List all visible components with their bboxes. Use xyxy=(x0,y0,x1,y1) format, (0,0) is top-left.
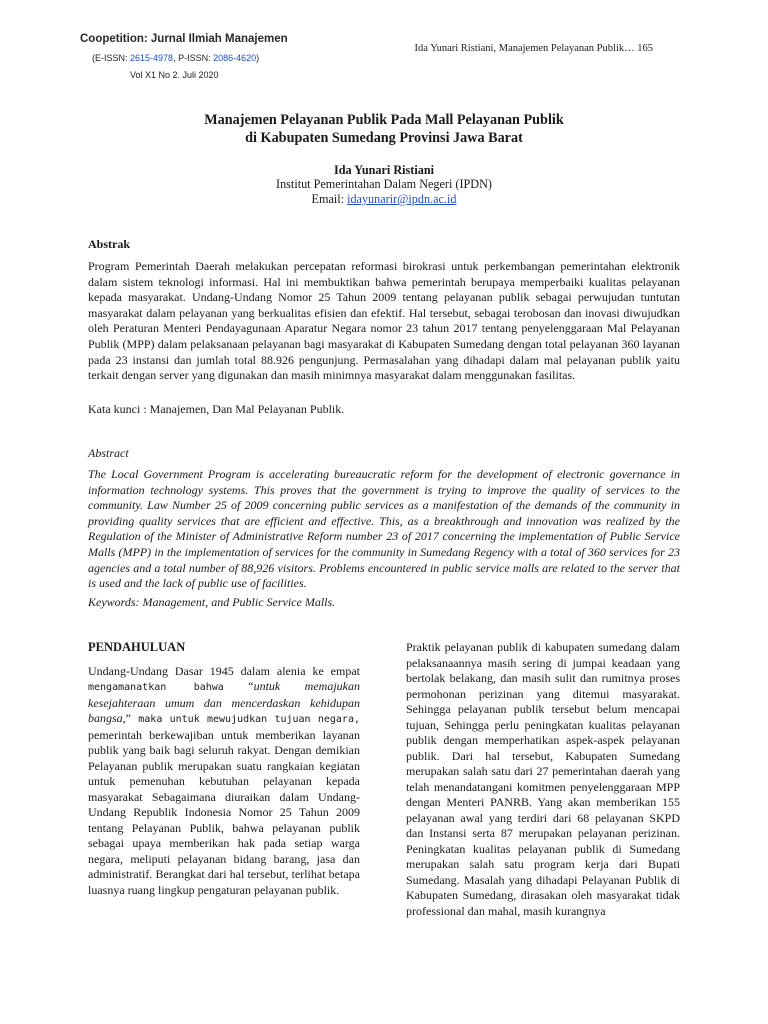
author-name: Ida Yunari Ristiani xyxy=(333,163,435,177)
email-link[interactable]: idayunarir@ipdn.ac.id xyxy=(347,192,457,206)
right-column xyxy=(406,640,680,919)
section-heading-pendahuluan: PENDAHULUAN xyxy=(88,640,186,654)
issn-close: ) xyxy=(256,53,260,63)
quote-close: ,” xyxy=(122,711,131,725)
journal-name: Coopetition: Jurnal Ilmiah Manajemen xyxy=(80,33,288,45)
quote-open: “ xyxy=(223,679,254,693)
volume-issue: Vol X1 No 2. Juli 2020 xyxy=(130,70,219,80)
email-label: Email: xyxy=(311,192,348,206)
right-column-paragraph: Praktik pelayanan publik di kabupaten sumedang dalam pelaksanaannya masih sering di jumpai keadaan yang bertolak belakang, dan masih sulit dan rumitnya proses permohonan perizinan yang ditemui masyarakat. Sehingga pelayanan publik tersebut belum mencapai tujuan, Sehingga perlu peningkatan kualitas pelayanan publik dengan memperhatikan aspek-aspek pelayanan publik. Dari hal tersebut, Kabupaten Sumedang merupakan salah satu dari 27 pemerintahan daerah yang telah menandatangani komitmen penyelenggaraan MPP dengan Menteri PANRB. Yang akan memberikan 155 pelayanan awal yang terdiri dari 68 pelayanan SKPD dan Instansi serta 87 merupakan pelayanan perizinan. Peningkatan kualitas pelayanan publik di Sumedang merupakan salah satu program kerja dari Bupati Sumedang. Masalah yang dihadapi Pelayanan Publik di Kabupaten Sumedang, dirasakan oleh masyarakat tidak professional dan mahal, masih kurangnya xyxy=(406,640,680,918)
abstract-body: The Local Government Program is accelerating bureaucratic reform for the development of electronic governance in information technology systems. This proves that the government is trying to improve the quality of services to the community. Law Number 25 of 2009 concerning public services as a manifestation of the demands of the community in providing quality services that are efficient and effective. This, as a breakthrough and innovation was realized by the Regulation of the Minister of Administrative Reform number 23 of 2017 concerning the implementation of Public Service Malls (MPP) in the implementation of services for the community in Sumedang Regency with a total of 360 services for 23 agencies and a total number of 88,926 visitors. Problems encountered in public service malls are related to the server that is used and the lack of public use of facilities. xyxy=(88,467,680,591)
e-issn-link[interactable]: 2615-4978 xyxy=(130,53,174,63)
abstract-keywords: Keywords: Management, and Public Service Malls. xyxy=(88,595,336,609)
abstract-heading: Abstract xyxy=(88,446,129,460)
issn-line xyxy=(92,53,259,63)
abstrak-keywords: Kata kunci : Manajemen, Dan Mal Pelayanan Publik. xyxy=(88,402,345,416)
issn-separator: , P-ISSN: xyxy=(173,53,214,63)
running-head: Ida Yunari Ristiani, Manajemen Pelayanan Publik… 165 xyxy=(414,43,653,54)
para-mono-2: maka untuk mewujudkan tujuan negara, xyxy=(131,714,360,725)
author-institution: Institut Pemerintahan Dalam Negeri (IPDN) xyxy=(276,177,492,191)
author-email-line xyxy=(0,192,768,207)
abstrak-body: Program Pemerintah Daerah melakukan percepatan reformasi birokrasi untuk perkembangan pemerintahan elektronik dalam sistem teknologi informasi. Hal ini membuktikan bahwa pemerintah berupaya memperbaiki kualitas pelayanan kepada masyarakat. Undang-Undang Nomor 25 Tahun 2009 tentang pelayanan publik sebagai perwujudan tuntutan masyarakat dalam pelayanan yang berkualitas efisien dan efektif. Hal tersebut, sebagai terobosan dan inovasi diwujudkan oleh Peraturan Menteri Pendayagunaan Aparatur Negara nomor 23 tahun 2017 tentang penyelenggaraan Mal Pelayanan Publik (MPP) dalam pelaksanaan pelayanan bagi masyarakat di Kabupaten Sumedang dengan total pelayanan 360 layanan pada 23 instansi dan jumlah total 88.926 pengunjung. Permasalahan yang dihadapi dalam mal pelayanan publik yaitu terkait dengan server yang digunakan dan masih minimnya masyarakat dalam menggunakan fasilitas. xyxy=(88,259,680,383)
para-italic-quote: untuk memajukan kesejahteraan umum dan mencerdaskan kehidupan bangsa xyxy=(88,679,361,725)
pendahuluan-paragraph xyxy=(88,664,360,899)
para-rest: pemerintah berkewajiban untuk memberikan layanan publik yang baik bagi seluruh rakyat. Dengan demikian Pelayanan publik merupakan suatu rangkaian kegiatan untuk pemenuhan kebutuhan pelayanan kepada masyarakat Sebagaimana diuraikan dalam Undang-Undang Republik Indonesia Nomor 25 Tahun 2009 tentang Pelayanan Publik, bahwa pelayanan publik sebagai upaya memberikan hak pada setiap warga negara, meliputi pelayanan bidang barang, jasa dan administratif. Berangkat dari hal tersebut, terlihat betapa luasnya ruang lingkup pengaturan pelayanan publik. xyxy=(88,727,360,897)
abstrak-heading: Abstrak xyxy=(88,237,131,251)
left-column xyxy=(88,640,360,898)
paper-title-line-1: Manajemen Pelayanan Publik Pada Mall Pelayanan Publik xyxy=(204,112,564,128)
para-mono-1: mengamanatkan bahwa xyxy=(88,682,224,693)
p-issn-link[interactable]: 2086-4620 xyxy=(213,53,257,63)
issn-open: (E-ISSN: xyxy=(92,53,131,63)
para-start: Undang-Undang Dasar 1945 dalam alenia ke empat xyxy=(88,663,360,678)
paper-title-line-2: di Kabupaten Sumedang Provinsi Jawa Barat xyxy=(245,130,523,146)
